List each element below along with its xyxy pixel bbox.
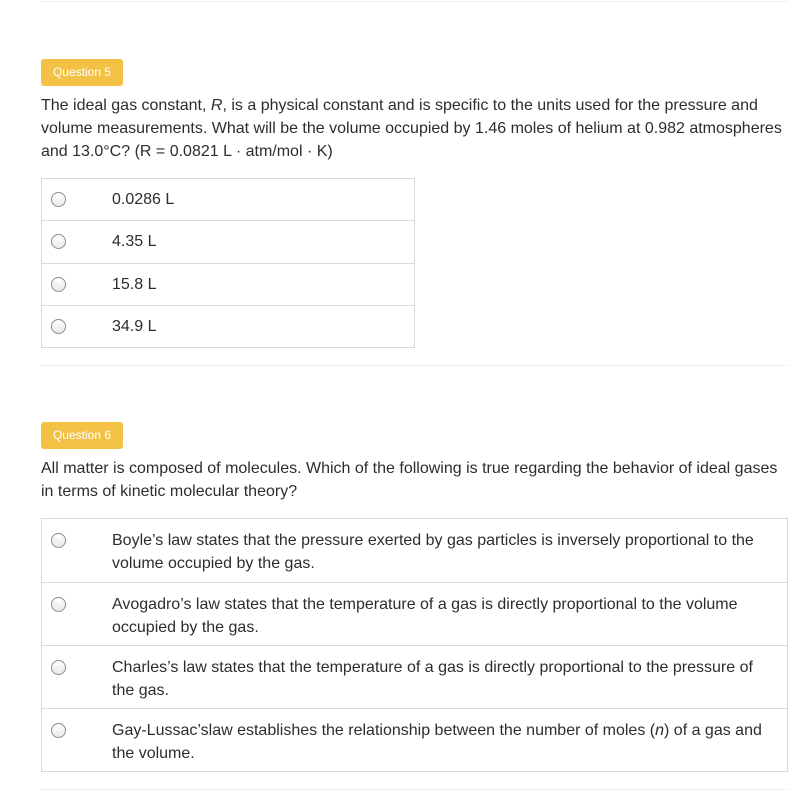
answer-option-label: Boyle’s law states that the pressure exerted by gas particles is inversely proportional to the volume occupied by the gas.	[112, 532, 754, 572]
question-6-text: All matter is composed of molecules. Which of the following is true regarding the behavior of ideal gases in terms of kinetic molecular theory?	[41, 460, 778, 500]
answer-option-label: 34.9 L	[112, 318, 157, 335]
section-divider	[41, 365, 788, 366]
question-6-options	[41, 518, 788, 772]
radio-button[interactable]	[51, 597, 66, 612]
question-5-text: The ideal gas constant, R, is a physical constant and is specific to the units used for the pressure and volume measurements. What will be the volume occupied by 1.46 moles of helium at 0.982 atmospheres and 13.0°C? (R = 0.0821 L · atm/mol · K)	[41, 97, 782, 160]
answer-option[interactable]	[42, 646, 787, 709]
radio-button[interactable]	[51, 723, 66, 738]
answer-option[interactable]	[42, 306, 414, 347]
answer-option-label: 15.8 L	[112, 276, 157, 293]
answer-option[interactable]	[42, 179, 414, 221]
radio-button[interactable]	[51, 319, 66, 334]
question-6-badge: Question 6	[41, 422, 123, 449]
question-5-badge: Question 5	[41, 59, 123, 86]
answer-option-label: 4.35 L	[112, 233, 157, 250]
answer-option[interactable]	[42, 709, 787, 771]
answer-option[interactable]	[42, 264, 414, 306]
radio-button[interactable]	[51, 192, 66, 207]
bottom-divider	[41, 789, 788, 790]
question-5-options	[41, 178, 415, 348]
answer-option[interactable]	[42, 583, 787, 646]
radio-button[interactable]	[51, 533, 66, 548]
top-divider	[41, 1, 788, 2]
radio-button[interactable]	[51, 277, 66, 292]
answer-option-label: Avogadro’s law states that the temperature of a gas is directly proportional to the volume occupied by the gas.	[112, 596, 738, 636]
answer-option-label: 0.0286 L	[112, 191, 175, 208]
answer-option-label: Charles’s law states that the temperature of a gas is directly proportional to the pressure of the gas.	[112, 659, 753, 699]
radio-button[interactable]	[51, 234, 66, 249]
answer-option[interactable]	[42, 519, 787, 583]
radio-button[interactable]	[51, 660, 66, 675]
answer-option[interactable]	[42, 221, 414, 264]
answer-option-label: Gay-Lussac’slaw establishes the relationship between the number of moles (n) of a gas and the volume.	[112, 722, 762, 762]
